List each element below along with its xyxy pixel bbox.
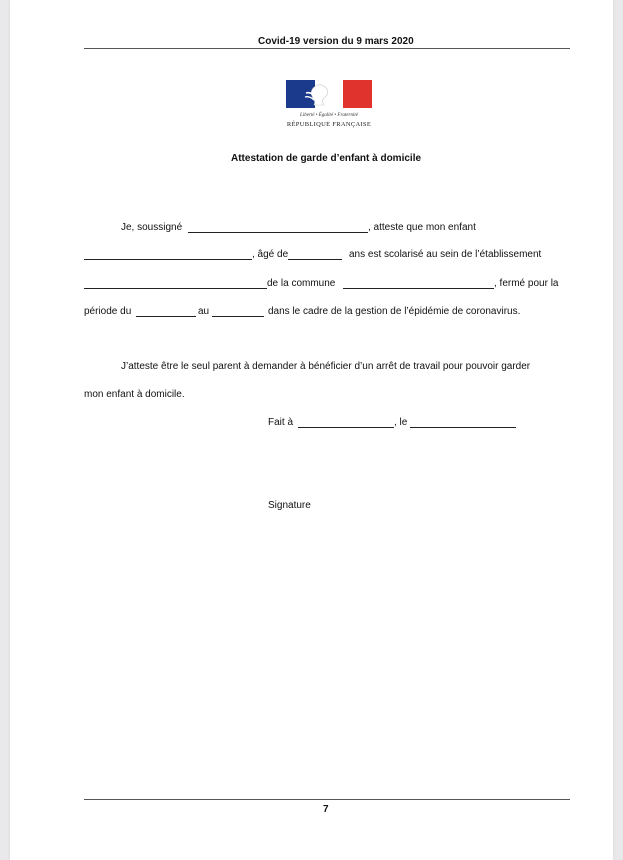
le-label: , le [394,417,408,428]
place-field[interactable] [298,418,394,428]
child-name-field[interactable] [84,250,252,260]
header-version: Covid-19 version du 9 mars 2020 [258,36,414,47]
line4-text-au: au [198,306,210,317]
date-field[interactable] [410,418,516,428]
signature-label: Signature [268,500,311,511]
logo-motto: Liberté • Égalité • Fraternité [300,113,358,118]
document-title: Attestation de garde d’enfant à domicile [231,153,422,164]
page-number: 7 [323,804,329,815]
line3-text-commune: de la commune [267,278,336,289]
header-rule [84,48,570,49]
line1-text-start: Je, soussigné [121,222,183,233]
para2-line1: J’atteste être le seul parent à demander à bénéficier d’un arrêt de travail pour pouvoir garder [121,361,531,372]
line4-text-period: période du [84,306,132,317]
republique-francaise-logo [286,80,372,132]
name-field[interactable] [188,223,368,233]
start-date-field[interactable] [136,307,196,317]
line1-text-end: , atteste que mon enfant [368,222,476,233]
fait-a-label: Fait à [268,417,294,428]
line3-text-end: , fermé pour la [494,278,559,289]
commune-field[interactable] [343,279,494,289]
line2-text-end: ans est scolarisé au sein de l’établissement [349,249,542,260]
establishment-field[interactable] [84,279,267,289]
end-date-field[interactable] [212,307,264,317]
footer-rule [84,799,570,800]
tricolor-flag-icon [286,80,372,108]
age-field[interactable] [288,250,342,260]
logo-name: RÉPUBLIQUE FRANÇAISE [286,121,372,128]
document-page [10,0,613,860]
line2-text-age: , âgé de [252,249,289,260]
line4-text-end: dans le cadre de la gestion de l’épidémie de coronavirus. [268,306,521,317]
para2-line2: mon enfant à domicile. [84,389,185,400]
